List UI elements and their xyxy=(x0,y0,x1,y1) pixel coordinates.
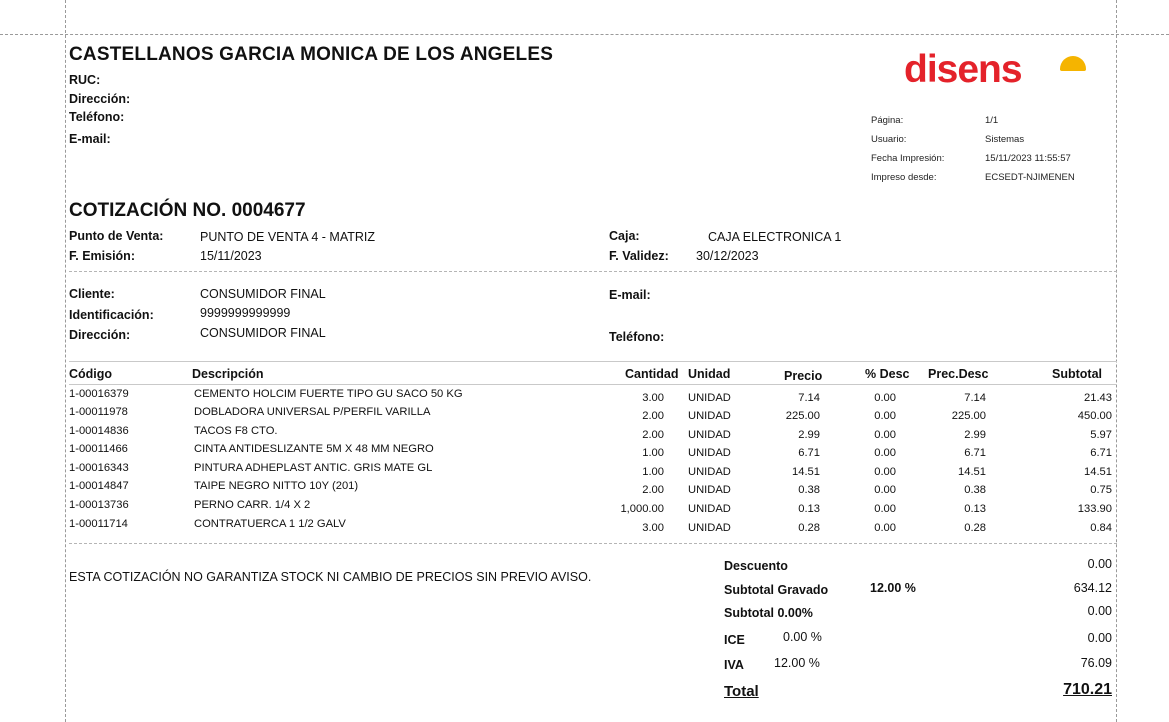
cell-discounted-price: 0.38 xyxy=(964,484,986,496)
meta-user-value: Sistemas xyxy=(985,134,1025,145)
divider xyxy=(69,543,1117,544)
cell-subtotal: 14.51 xyxy=(1084,466,1112,478)
address-label: Dirección: xyxy=(69,92,131,106)
cell-discounted-price: 225.00 xyxy=(951,410,986,422)
cell-unit: UNIDAD xyxy=(688,447,731,459)
taxed-subtotal-rate: 12.00 % xyxy=(870,581,916,595)
cell-subtotal: 450.00 xyxy=(1077,410,1112,422)
cell-description: CINTA ANTIDESLIZANTE 5M X 48 MM NEGRO xyxy=(194,443,434,455)
cell-discounted-price: 6.71 xyxy=(964,447,986,459)
phone-label: Teléfono: xyxy=(69,110,125,124)
ice-value: 0.00 xyxy=(1087,631,1112,645)
email-label: E-mail: xyxy=(69,132,111,146)
hard-hat-icon xyxy=(1060,56,1086,71)
cell-discounted-price: 7.14 xyxy=(964,392,986,404)
table-row xyxy=(0,425,1169,441)
cell-quantity: 1.00 xyxy=(642,447,664,459)
cell-code: 1-00016379 xyxy=(69,388,129,400)
page-margin-guide-left xyxy=(65,0,66,722)
ice-label: ICE xyxy=(724,633,745,647)
cell-unit: UNIDAD xyxy=(688,503,731,515)
cell-price: 14.51 xyxy=(792,466,820,478)
cell-price: 225.00 xyxy=(785,410,820,422)
quote-title xyxy=(69,200,306,222)
cell-discount: 0.00 xyxy=(874,447,896,459)
cell-quantity: 3.00 xyxy=(642,392,664,404)
cell-description: DOBLADORA UNIVERSAL P/PERFIL VARILLA xyxy=(194,406,431,418)
cash-register-value: CAJA ELECTRONICA 1 xyxy=(708,230,842,244)
column-header-unit: Unidad xyxy=(688,367,731,381)
column-header-quantity: Cantidad xyxy=(625,367,679,381)
cell-quantity: 1.00 xyxy=(642,466,664,478)
client-address-label: Dirección: xyxy=(69,328,131,342)
zero-subtotal-label: Subtotal 0.00% xyxy=(724,606,813,620)
cell-discount: 0.00 xyxy=(874,429,896,441)
quote-number: 0004677 xyxy=(231,200,306,221)
zero-subtotal-value: 0.00 xyxy=(1087,604,1112,618)
cell-description: PERNO CARR. 1/4 X 2 xyxy=(194,499,311,511)
cell-discount: 0.00 xyxy=(874,392,896,404)
cell-price: 0.28 xyxy=(798,522,820,534)
ice-rate: 0.00 % xyxy=(783,630,822,644)
cell-quantity: 3.00 xyxy=(642,522,664,534)
cell-quantity: 2.00 xyxy=(642,429,664,441)
table-row xyxy=(0,462,1169,478)
column-header-price: Precio xyxy=(784,369,823,383)
cell-quantity: 1,000.00 xyxy=(620,503,664,515)
cell-unit: UNIDAD xyxy=(688,392,731,404)
cell-unit: UNIDAD xyxy=(688,410,731,422)
cell-quantity: 2.00 xyxy=(642,410,664,422)
issue-date-value: 15/11/2023 xyxy=(200,249,262,263)
iva-rate: 12.00 % xyxy=(774,656,820,670)
grand-total-value: 710.21 xyxy=(1063,681,1112,698)
client-value: CONSUMIDOR FINAL xyxy=(200,287,326,301)
client-label: Cliente: xyxy=(69,287,115,301)
cell-subtotal: 0.84 xyxy=(1090,522,1112,534)
cell-code: 1-00011714 xyxy=(69,518,128,530)
cell-subtotal: 6.71 xyxy=(1090,447,1112,459)
valid-until-label: F. Validez: xyxy=(609,249,669,263)
identification-value: 9999999999999 xyxy=(200,306,291,320)
cell-price: 7.14 xyxy=(798,392,820,404)
column-header-subtotal: Subtotal xyxy=(1052,367,1102,381)
cell-discount: 0.00 xyxy=(874,410,896,422)
cell-code: 1-00011466 xyxy=(69,443,128,455)
column-header-description: Descripción xyxy=(192,367,264,381)
cell-discounted-price: 0.13 xyxy=(964,503,986,515)
cell-discounted-price: 2.99 xyxy=(964,429,986,441)
cash-register-label: Caja: xyxy=(609,229,640,243)
meta-user-label: Usuario: xyxy=(871,134,907,145)
cell-discount: 0.00 xyxy=(874,484,896,496)
cell-code: 1-00016343 xyxy=(69,462,129,474)
client-email-label: E-mail: xyxy=(609,288,651,302)
cell-code: 1-00011978 xyxy=(69,406,128,418)
cell-description: PINTURA ADHEPLAST ANTIC. GRIS MATE GL xyxy=(194,462,433,474)
issue-date-label: F. Emisión: xyxy=(69,249,135,263)
cell-code: 1-00013736 xyxy=(69,499,129,511)
column-header-discounted-price: Prec.Desc xyxy=(928,367,989,381)
iva-value: 76.09 xyxy=(1080,656,1112,670)
meta-print-date-label: Fecha Impresión: xyxy=(871,153,945,164)
ruc-label: RUC: xyxy=(69,73,101,87)
cell-subtotal: 5.97 xyxy=(1090,429,1112,441)
divider xyxy=(69,384,1117,385)
table-row xyxy=(0,518,1169,534)
cell-subtotal: 133.90 xyxy=(1077,503,1112,515)
table-row xyxy=(0,388,1169,404)
company-name: CASTELLANOS GARCIA MONICA DE LOS ANGELES xyxy=(69,44,554,65)
taxed-subtotal-label: Subtotal Gravado xyxy=(724,583,829,597)
column-header-discount: % Desc xyxy=(865,367,910,381)
cell-description: TACOS F8 CTO. xyxy=(194,425,278,437)
cell-discount: 0.00 xyxy=(874,522,896,534)
table-row xyxy=(0,443,1169,459)
client-address-value: CONSUMIDOR FINAL xyxy=(200,326,326,340)
disensa-logo: disens xyxy=(904,48,1022,91)
cell-code: 1-00014836 xyxy=(69,425,129,437)
cell-price: 2.99 xyxy=(798,429,820,441)
sale-point-value: PUNTO DE VENTA 4 - MATRIZ xyxy=(200,230,376,244)
cell-description: CEMENTO HOLCIM FUERTE TIPO GU SACO 50 KG xyxy=(194,388,463,400)
meta-printed-from-value: ECSEDT-NJIMENEN xyxy=(985,172,1075,183)
page-margin-guide-top xyxy=(0,34,1169,35)
taxed-subtotal-value: 634.12 xyxy=(1073,581,1112,595)
identification-label: Identificación: xyxy=(69,308,154,322)
table-row xyxy=(0,406,1169,422)
cell-unit: UNIDAD xyxy=(688,484,731,496)
discount-label: Descuento xyxy=(724,559,788,573)
cell-discounted-price: 14.51 xyxy=(958,466,986,478)
discount-value: 0.00 xyxy=(1087,557,1112,571)
cell-description: TAIPE NEGRO NITTO 10Y (201) xyxy=(194,480,359,492)
disclaimer-note: ESTA COTIZACIÓN NO GARANTIZA STOCK NI CAMBIO DE PRECIOS SIN PREVIO AVISO. xyxy=(69,570,592,584)
cell-unit: UNIDAD xyxy=(688,522,731,534)
column-header-code: Código xyxy=(69,367,113,381)
meta-print-date-value: 15/11/2023 11:55:57 xyxy=(985,153,1071,164)
quote-title-label: COTIZACIÓN NO. xyxy=(69,200,227,221)
cell-subtotal: 21.43 xyxy=(1084,392,1112,404)
valid-until-value: 30/12/2023 xyxy=(696,249,759,263)
meta-page-value: 1/1 xyxy=(985,115,999,126)
client-phone-label: Teléfono: xyxy=(609,330,665,344)
cell-price: 0.38 xyxy=(798,484,820,496)
divider xyxy=(69,271,1117,272)
cell-discount: 0.00 xyxy=(874,466,896,478)
cell-subtotal: 0.75 xyxy=(1090,484,1112,496)
cell-description: CONTRATUERCA 1 1/2 GALV xyxy=(194,518,346,530)
cell-quantity: 2.00 xyxy=(642,484,664,496)
sale-point-label: Punto de Venta: xyxy=(69,229,164,243)
cell-discounted-price: 0.28 xyxy=(964,522,986,534)
cell-unit: UNIDAD xyxy=(688,466,731,478)
divider xyxy=(69,361,1117,362)
cell-price: 0.13 xyxy=(798,503,820,515)
table-row xyxy=(0,480,1169,496)
cell-price: 6.71 xyxy=(798,447,820,459)
meta-page-label: Página: xyxy=(871,115,904,126)
cell-unit: UNIDAD xyxy=(688,429,731,441)
meta-printed-from-label: Impreso desde: xyxy=(871,172,937,183)
cell-discount: 0.00 xyxy=(874,503,896,515)
iva-label: IVA xyxy=(724,658,744,672)
grand-total-label: Total xyxy=(724,683,759,700)
table-row xyxy=(0,499,1169,515)
cell-code: 1-00014847 xyxy=(69,480,129,492)
